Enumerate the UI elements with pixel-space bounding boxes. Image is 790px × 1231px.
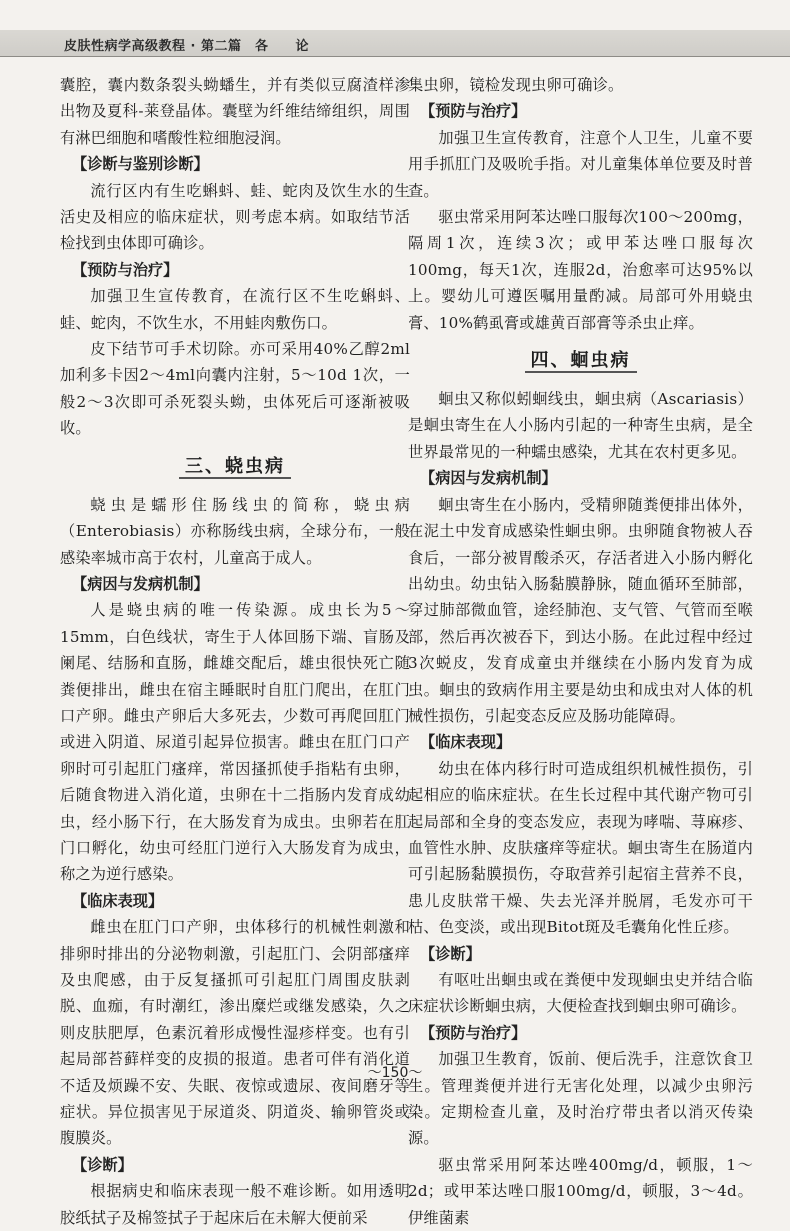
right-column — [408, 72, 753, 1231]
subheading-clinical: 【临床表现】 — [420, 733, 512, 752]
running-header — [0, 30, 790, 57]
paragraph: 蛲虫是蠕形住肠线虫的简称，蛲虫病（Enterobiasis）亦称肠线虫病，全球分布，一般感染率城市高于农村，儿童高于成人。 — [60, 495, 410, 567]
paragraph: 集虫卵，镜检发现虫卵可确诊。 — [408, 76, 624, 94]
paragraph: 根据病史和临床表现一般不难诊断。如用透明胶纸拭子及棉签拭子于起床后在未解大便前采 — [60, 1182, 410, 1227]
section-title-roundworm — [408, 346, 753, 376]
subheading-prevention-treatment: 【预防与治疗】 — [420, 102, 527, 121]
subheading-prevention-treatment: 【预防与治疗】 — [72, 260, 179, 279]
paragraph: 蛔虫又称似蚓蛔线虫，蛔虫病（Ascariasis）是蛔虫寄生在人小肠内引起的一种寄生虫病，是全世界最常见的一种蠕虫感染，尤其在农村更多见。 — [408, 390, 753, 461]
section-title-pinworm — [60, 452, 410, 482]
paragraph: 流行区内有生吃蝌蚪、蛙、蛇肉及饮生水的生活史及相应的临床症状，则考虑本病。如取结节活检找到虫体即可确诊。 — [60, 181, 410, 253]
subheading-diagnosis-differential: 【诊断与鉴别诊断】 — [72, 155, 209, 174]
section-title-text: 四、蛔虫病 — [525, 350, 637, 373]
subheading-diagnosis: 【诊断】 — [72, 1155, 133, 1174]
paragraph: 驱虫常采用阿苯达唑400mg/d，顿服，1～2d；或甲苯达唑口服100mg/d，顿服，3～4d。伊维菌素 — [408, 1155, 753, 1227]
subheading-diagnosis: 【诊断】 — [420, 944, 481, 963]
paragraph: 人是蛲虫病的唯一传染源。成虫长为5～15mm，白色线状，寄生于人体回肠下端、盲肠及阑尾、结肠和直肠，雌雄交配后，雄虫很快死亡随粪便排出，雌虫在宿主睡眠时自肛门爬出，在肛门口产卵。雌虫产卵后大多死去，少数可再爬回肛门或进入阴道、尿道引起异位损害。雌虫在肛门口产卵时可引起肛门瘙痒，常因搔抓使手指粘有虫卵，后随食物进入消化道，虫卵在十二指肠内发育成幼虫，经小肠下行，在大肠发育为成虫。虫卵若在肛门口孵化，幼虫可经肛门逆行入大肠发育为成虫，称之为逆行感染。 — [60, 601, 410, 884]
paragraph: 蛔虫寄生在小肠内，受精卵随粪便排出体外，在泥土中发育成感染性蛔虫卵。虫卵随食物被人吞食后，一部分被胃酸杀灭，存活者进入小肠内孵化出幼虫。幼虫钻入肠黏膜静脉，随血循环至肺部，穿过肺部微血管，途经肺泡、支气管、气管而至喉部，然后再次被吞下，到达小肠。在此过程中经过3次蜕皮，发育成童虫并继续在小肠内发育为成虫。蛔虫的致病作用主要是幼虫和成虫对人体的机械性损伤，引起变态反应及肠功能障碍。 — [408, 495, 753, 725]
paragraph: 雌虫在肛门口产卵，虫体移行的机械性刺激和排卵时排出的分泌物刺激，引起肛门、会阴部瘙痒及虫爬感，由于反复搔抓可引起肛门周围皮肤剥脱、血痂，有时潮红，渗出糜烂或继发感染，久之则皮肤肥厚，色素沉着形成慢性湿疹样变。也有引起局部苔藓样变的皮损的报道。患者可伴有消化道不适及烦躁不安、失眠、夜惊或遗尿、夜间磨牙等症状。异位损害见于尿道炎、阴道炎、输卵管炎或腹膜炎。 — [60, 918, 410, 1148]
paragraph: 皮下结节可手术切除。亦可采用40%乙醇2ml加利多卡因2～4ml向囊内注射，5～10d 1次，一般2～3次即可杀死裂头蚴，虫体死后可逐渐被吸收。 — [60, 340, 410, 438]
subheading-prevention-treatment: 【预防与治疗】 — [420, 1023, 527, 1042]
section-title-text: 三、蛲虫病 — [179, 456, 291, 479]
subheading-etiology: 【病因与发病机制】 — [420, 469, 557, 488]
page-number: ～150～ — [367, 1065, 423, 1081]
paragraph: 幼虫在体内移行时可造成组织机械性损伤，引起相应的临床症状。在生长过程中其代谢产物可引起局部和全身的变态发应，表现为哮喘、荨麻疹、血管性水肿、皮肤瘙痒等症状。蛔虫寄生在肠道内可引起肠黏膜损伤，夺取营养引起宿主营养不良，患儿皮肤常干燥、失去光泽并脱屑，毛发亦可干枯、色变淡，或出现Bitot斑及毛囊角化性丘疹。 — [408, 759, 753, 937]
paragraph: 加强卫生教育，饭前、便后洗手，注意饮食卫生。管理粪便并进行无害化处理，以减少虫卵污染。定期检查儿童，及时治疗带虫者以消灭传染源。 — [408, 1050, 753, 1148]
subheading-clinical: 【临床表现】 — [72, 891, 164, 910]
subheading-etiology: 【病因与发病机制】 — [72, 574, 209, 593]
header-title: 皮肤性病学高级教程 · 第二篇 各 论 — [64, 39, 309, 54]
paragraph: 有呕吐出蛔虫或在粪便中发现蛔虫史并结合临床症状诊断蛔虫病，大便检查找到蛔虫卵可确诊。 — [408, 971, 753, 1016]
paragraph: 囊腔，囊内数条裂头蚴蟠生，并有类似豆腐渣样渗出物及夏科-莱登晶体。囊壁为纤维结缔组织，周围有淋巴细胞和嗜酸性粒细胞浸润。 — [60, 76, 410, 147]
left-column — [60, 72, 410, 1231]
paragraph: 加强卫生宣传教育，在流行区不生吃蝌蚪、蛙、蛇肉，不饮生水，不用蛙肉敷伤口。 — [60, 287, 410, 332]
paragraph: 驱虫常采用阿苯达唑口服每次100～200mg，隔周1次，连续3次；或甲苯达唑口服每次100mg，每天1次，连服2d，治愈率可达95%以上。婴幼儿可遵医嘱用量酌减。局部可外用蛲虫膏、10%鹤虱膏或雄黄百部膏等杀虫止痒。 — [408, 208, 753, 332]
paragraph: 加强卫生宣传教育，注意个人卫生，儿童不要用手抓肛门及吸吮手指。对儿童集体单位要及时普查。 — [408, 128, 753, 200]
